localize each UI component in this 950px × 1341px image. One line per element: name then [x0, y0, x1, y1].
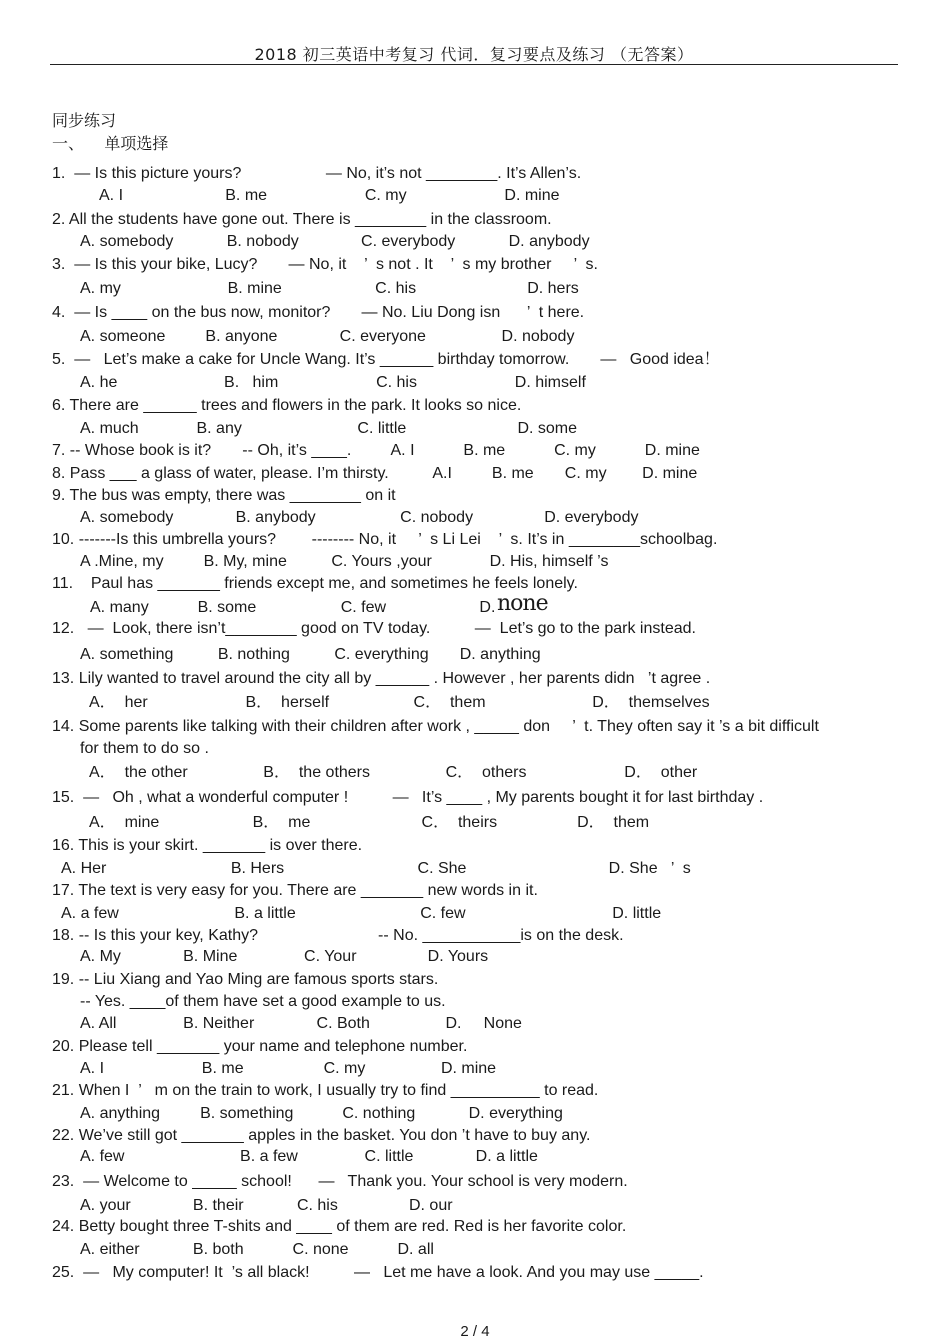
- question-20: 20. Please tell _______ your name and telephone number.: [52, 1038, 468, 1055]
- question-21: 21. When I ’ m on the train to work, I usually try to find __________ to read.: [52, 1082, 599, 1099]
- section-title: 同步练习: [52, 111, 117, 130]
- options-14: A． the other B． the others C． others D． other: [89, 764, 698, 781]
- question-6: 6. There are ______ trees and flowers in the park. It looks so nice.: [52, 397, 522, 414]
- question-19: 19. -- Liu Xiang and Yao Ming are famous sports stars.: [52, 971, 439, 988]
- options-16: A. Her B. Hers C. She D. She ’ s: [61, 860, 691, 877]
- options-9: A. somebody B. anybody C. nobody D. everybody: [80, 509, 639, 526]
- question-15: 15. — Oh , what a wonderful computer ! — It’s ____ , My parents bought it for last birthday .: [52, 789, 764, 806]
- question-11: 11. Paul has _______ friends except me, and sometimes he feels lonely.: [52, 575, 578, 592]
- question-7: 7. -- Whose book is it? -- Oh, it’s ____. A. I B. me C. my D. mine: [52, 442, 700, 459]
- question-9: 9. The bus was empty, there was ________ on it: [52, 487, 396, 504]
- options-3: A. my B. mine C. his D. hers: [80, 280, 579, 297]
- question-3: 3. — Is this your bike, Lucy? — No, it ’ s not . It ’ s my brother ’ s.: [52, 256, 598, 273]
- header-rule: [50, 64, 898, 65]
- question-14-continued: for them to do so .: [80, 740, 209, 757]
- question-24: 24. Betty bought three T-shits and ____ of them are red. Red is her favorite color.: [52, 1218, 627, 1235]
- options-22: A. few B. a few C. little D. a little: [80, 1148, 538, 1165]
- question-10: 10. -------Is this umbrella yours? -------- No, it ’ s Li Lei ’ s. It’s in ________schoolbag.: [52, 531, 718, 548]
- options-2: A. somebody B. nobody C. everybody D. anybody: [80, 233, 590, 250]
- question-14: 14. Some parents like talking with their children after work , _____ don ’ t. They often say it ’s a bit difficult: [52, 718, 819, 735]
- options-17: A. a few B. a little C. few D. little: [61, 905, 662, 922]
- options-19: A. All B. Neither C. Both D. None: [80, 1015, 522, 1032]
- question-25: 25. — My computer! It ’s all black! — Let me have a look. And you may use _____.: [52, 1264, 704, 1281]
- options-1: A. I B. me C. my D. mine: [99, 187, 560, 204]
- question-1: 1. — Is this picture yours? — No, it’s not ________. It’s Allen’s.: [52, 165, 582, 182]
- options-4: A. someone B. anyone C. everyone D. nobody: [80, 328, 575, 345]
- options-5: A. he B. him C. his D. himself: [80, 374, 586, 391]
- options-15: A． mine B． me C． theirs D． them: [89, 814, 650, 831]
- options-11: A. many B. some C. few D.: [90, 599, 496, 616]
- options-6: A. much B. any C. little D. some: [80, 420, 578, 437]
- question-4: 4. — Is ____ on the bus now, monitor? — No. Liu Dong isn ’ t here.: [52, 304, 585, 321]
- handwritten-answer-none: none: [497, 591, 548, 616]
- options-20: A. I B. me C. my D. mine: [80, 1060, 497, 1077]
- options-12: A. something B. nothing C. everything D. anything: [80, 646, 541, 663]
- subsection-title: 一、 单项选择: [52, 134, 169, 153]
- question-23: 23. — Welcome to _____ school! — Thank you. Your school is very modern.: [52, 1173, 628, 1190]
- question-5: 5. — Let’s make a cake for Uncle Wang. It’s ______ birthday tomorrow. — Good idea！: [52, 351, 720, 368]
- question-16: 16. This is your skirt. _______ is over there.: [52, 837, 363, 854]
- question-2: 2. All the students have gone out. There is ________ in the classroom.: [52, 211, 552, 228]
- question-13: 13. Lily wanted to travel around the city all by ______ . However , her parents didn ’t agree .: [52, 670, 711, 687]
- question-18: 18. -- Is this your key, Kathy? -- No. ___________is on the desk.: [52, 927, 624, 944]
- options-13: A． her B． herself C． them D． themselves: [89, 694, 710, 711]
- options-23: A. your B. their C. his D. our: [80, 1197, 453, 1214]
- question-19-continued: -- Yes. ____of them have set a good example to us.: [80, 993, 446, 1010]
- options-21: A. anything B. something C. nothing D. everything: [80, 1105, 563, 1122]
- options-24: A. either B. both C. none D. all: [80, 1241, 434, 1258]
- question-12: 12. — Look, there isn’t________ good on TV today. — Let’s go to the park instead.: [52, 620, 696, 637]
- options-10: A .Mine, my B. My, mine C. Yours ,your D. His, himself ’s: [80, 553, 609, 570]
- page-number: 2 / 4: [460, 1323, 490, 1340]
- question-22: 22. We’ve still got _______ apples in the basket. You don ’t have to buy any.: [52, 1127, 591, 1144]
- question-8: 8. Pass ___ a glass of water, please. I’m thirsty. A.I B. me C. my D. mine: [52, 465, 698, 482]
- page-header: 2018 初三英语中考复习 代词．复习要点及练习 （无答案）: [254, 45, 694, 64]
- question-17: 17. The text is very easy for you. There are _______ new words in it.: [52, 882, 538, 899]
- options-18: A. My B. Mine C. Your D. Yours: [80, 948, 489, 965]
